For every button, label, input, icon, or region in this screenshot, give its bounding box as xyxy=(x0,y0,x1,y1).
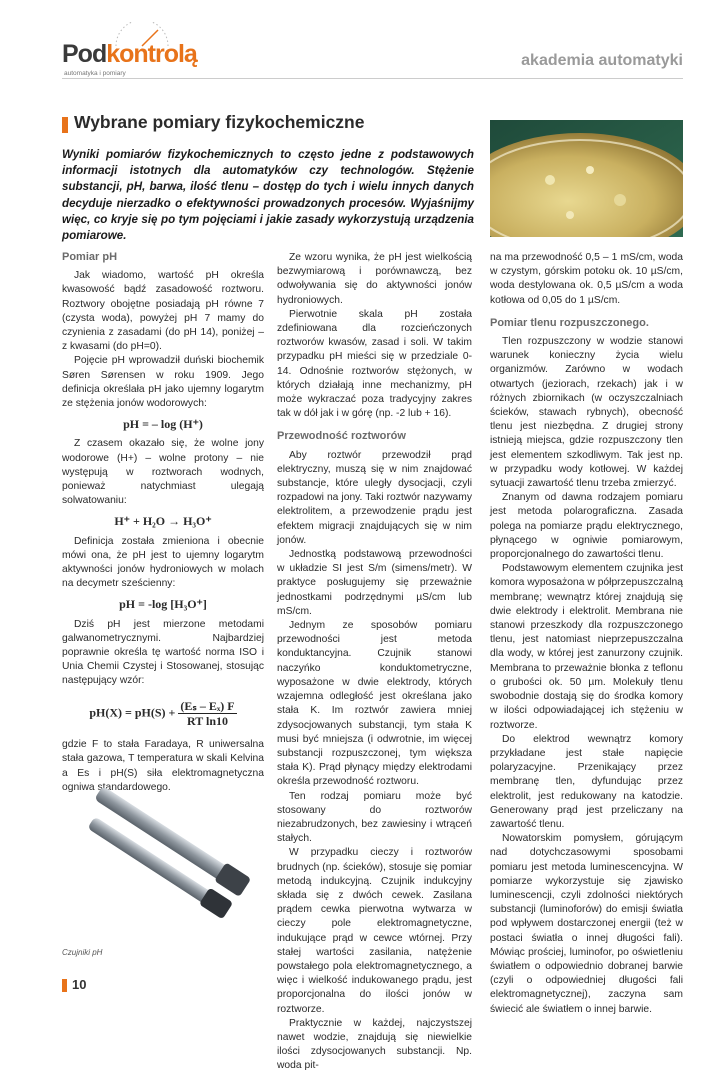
article-title: Wybrane pomiary fizykochemiczne xyxy=(74,112,365,132)
column-2 xyxy=(277,251,472,1074)
heading-conductivity: Przewodność roztworów xyxy=(277,430,406,443)
logo-subtitle: automatyka i pomiary xyxy=(64,70,126,77)
paragraph: Definicja została zmieniona i obecnie mówi ona, że pH jest to ujemny logarytm aktywności jonów hydroniowych w molach na decymetr sześcienny: xyxy=(62,535,264,590)
paragraph: Jednym ze sposobów pomiaru przewodności jest metoda konduktancyjna. Czujnik stanowi naczyńko konduktometryczne, wyposażone w dwie elektrody, których wzajemna odległość jest określana jako stała K. Im roztwór zawiera mniej zdysocjowanych substancji, tym stała K musi być mniejsza (i odwrotnie, im więcej substancji rozpuszczonej, tym większa stała K). Prąd płynący między elektrodami określa przewodność roztworu. xyxy=(277,620,472,788)
heading-ph: Pomiar pH xyxy=(62,251,118,263)
paragraph: Podstawowym elementem czujnika jest komora wyposażona w półprzepuszczalną membranę; wewnątrz której znajdują się dwie elektrody i elektrolit. Membrana nie stanowi przeszkody dla rozpuszczonego tlenu, jest natomiast nieprzepuszczalna dla wody, w której jest zanurzony czujnik. Membrana to przeważnie błonka z teflonu o grubości ok. 50 µm. Molekuły tlenu swobodnie dostają się do środka komory w ilości odpowiadającej ich stężeniu w roztworze. xyxy=(490,563,683,731)
paragraph: Z czasem okazało się, że wolne jony wodorowe (H+) – wolne protony – nie występują w roztworach wodnych, ponieważ natychmiast ulegają solwatowaniu: xyxy=(62,438,264,507)
paragraph: na ma przewodność 0,5 – 1 mS/cm, woda w czystym, górskim potoku ok. 10 µS/cm, woda destylowana ok. 0,5 µS/cm a woda kotłowa od 0,05 do 1 µS/cm. xyxy=(490,252,683,306)
formula-iso xyxy=(62,699,264,728)
page-number-accent xyxy=(62,979,67,992)
article-lead: Wyniki pomiarów fizykochemicznych to często jedne z podstawowych informacji istotnych dla automatyków czy technologów. Stężenie substancji, pH, barwa, ilość tlenu – dostęp do tych i wielu innych danych decyduje nierzadko o efektywności prowadzonych procesów. Wyjaśnijmy więc, co kryje się po tym pojęciami i jakie zasady wykorzystują urządzenia pomiarowe. xyxy=(62,148,474,243)
paragraph: Ze wzoru wynika, że pH jest wielkością bezwymiarową i porównawczą, bez odwoływania się do aktywności jonów hydroniowych. xyxy=(277,252,472,306)
image-caption: Czujniki pH xyxy=(62,948,103,957)
formula-iso-numerator: (Eₛ – Eₓ) F xyxy=(180,698,235,713)
title-accent-bar xyxy=(62,117,68,133)
formula-solvation: H⁺ + H₂O → H₃O⁺ xyxy=(114,514,212,529)
formula-iso-denominator: RT ln10 xyxy=(186,713,229,728)
column-3 xyxy=(490,251,683,1017)
header-divider xyxy=(62,78,683,79)
magazine-logo xyxy=(62,42,197,67)
logo-part-kontrola: kontrolą xyxy=(106,40,197,68)
paragraph: W przypadku cieczy i roztworów brudnych (np. ścieków), stosuje się pomiar metodą indukcyjną. Czujnik indukcyjny składa się z dwóch cewek. Zasilana prądem cewka pierwotna wytwarza w cieczy pole elektromagnetyczne, indukujące prąd w cewce wtórnej. Przy stałej wartości zasilania, natężenie powstałego pola elektromagnetycznego, a więc i wielkość indukowanego prądu, jest proporcjonalna do ilości jonów w roztworze. xyxy=(277,847,472,1015)
column-1 xyxy=(62,246,264,795)
petri-dish-photo xyxy=(490,120,683,237)
paragraph: Aby roztwór przewodził prąd elektryczny, muszą się w nim znajdować substancje, które uległy dysocjacji, czyli rozpadowi na jony. Taki roztwór nazywamy elektrolitem, a przewodzenie prądu jest efektem migracji znajdujących się w nim jonów. xyxy=(277,449,472,546)
paragraph: Dziś pH jest mierzone metodami galwanometrycznymi. Najbardziej poprawnie określa tę wartość norma ISO i Unia Chemii Czystej i Stosowanej, stosując następujący wzór: xyxy=(62,618,264,687)
ph-probes-photo xyxy=(62,780,262,945)
page-number: 10 xyxy=(72,977,87,992)
paragraph: Jednostką podstawową przewodności w układzie SI jest S/m (simens/metr). W praktyce posługujemy się przeważnie jednostkami podrzędnymi µS/cm lub mS/cm. xyxy=(277,549,472,617)
section-title: akademia automatyki xyxy=(521,52,683,69)
paragraph: Jak wiadomo, wartość pH określa kwasowość bądź zasadowość roztworu. Roztwory obojętne posiadają pH równe 7 (czysta woda), powyżej pH 7 mamy do czynienia z zasadami (do pH 14), poniżej – z kwasami (do pH=0). xyxy=(62,270,264,353)
paragraph: Nowatorskim pomysłem, górującym nad dotychczasowymi sposobami pomiaru jest metoda luminescencyjna. W pomiarze wykorzystuje się zjawisko luminescencji, czyli zdolności niektórych substancji (luminoforów) do emisji światła pod wpływem dostarczonej energii (też w postaci światła o innej długości fali). Mówiąc prościej, luminofor, po oświetleniu światłem o odpowiednio dobranej barwie (czyli o odpowiedniej długości fali elektromagnetycznej), zaczyna sam świecić ale światłem o innej barwie. xyxy=(490,833,683,1015)
formula-ph-definition: pH = – log (H⁺) xyxy=(123,417,203,432)
formula-hydronium: pH = -log [H₃O⁺] xyxy=(119,597,207,612)
paragraph: Pojęcie pH wprowadził duński biochemik Søren Sørensen w roku 1909. Jego definicja określała pH jako ujemny logarytm ze stężenia jonów wodorowych: xyxy=(62,355,264,410)
paragraph: Ten rodzaj pomiaru może być stosowany do roztworów niezabrudzonych, bez zawiesiny i wtrąceń stałych. xyxy=(277,790,472,845)
formula-iso-fraction xyxy=(178,699,236,728)
paragraph: Tlen rozpuszczony w wodzie stanowi warunek konieczny życia wielu organizmów. Zarówno w wodach otwartych (jeziorach, rzekach) jak i w różnych zbiornikach (w oczyszczalniach ścieków, stawach rybnych), obecność tlenu jest niezbędna. Z drugiej strony istnieją miejsca, gdzie rozpuszczony tlen jest elementem szkodliwym. Tak jest np. w przypadku wody kotłowej. W każdej sytuacji zawartość tlenu trzeba zmierzyć. xyxy=(490,336,683,490)
paragraph: Pierwotnie skala pH została zdefiniowana dla rozcieńczonych roztworów kwasów, zasad i soli. W takim przypadku pH mieści się w przedziale 0-14. Odnośnie roztworów stężonych, w których działają inne mechanizmy, pH może wykraczać poza tradycyjny zakres tak w dół jak i w górę (np. -2 lub + 16). xyxy=(277,308,472,420)
heading-oxygen: Pomiar tlenu rozpuszczonego. xyxy=(490,316,649,329)
paragraph: Znanym od dawna rodzajem pomiaru jest metoda polarograficzna. Zasada polega na pomiarze prądu elektrycznego, płynącego w ogniwie pomiarowym, proporcjonalnego do zawartości tlenu. xyxy=(490,492,683,561)
formula-iso-left: pH(X) = pH(S) + xyxy=(89,705,176,720)
logo-part-pod: Pod xyxy=(62,40,107,68)
paragraph: Do elektrod wewnątrz komory przykładane jest stałe napięcie polaryzacyjne. Przenikający przez membranę tlen, dyfundując przez elektrolit, jest redukowany na katodzie. Generowany prąd jest przeliczany na zawartość tlenu. xyxy=(490,733,683,830)
paragraph: gdzie F to stała Faradaya, R uniwersalna stała gazowa, T temperatura w skali Kelvina a Es i pH(S) siła elektromagnetyczna ogniwa standardowego. xyxy=(62,739,264,793)
paragraph: Praktycznie w każdej, najczystszej nawet wodzie, znajdują się niewielkie ilości zdysocjowanych substancji. Np. woda pit- xyxy=(277,1017,472,1072)
